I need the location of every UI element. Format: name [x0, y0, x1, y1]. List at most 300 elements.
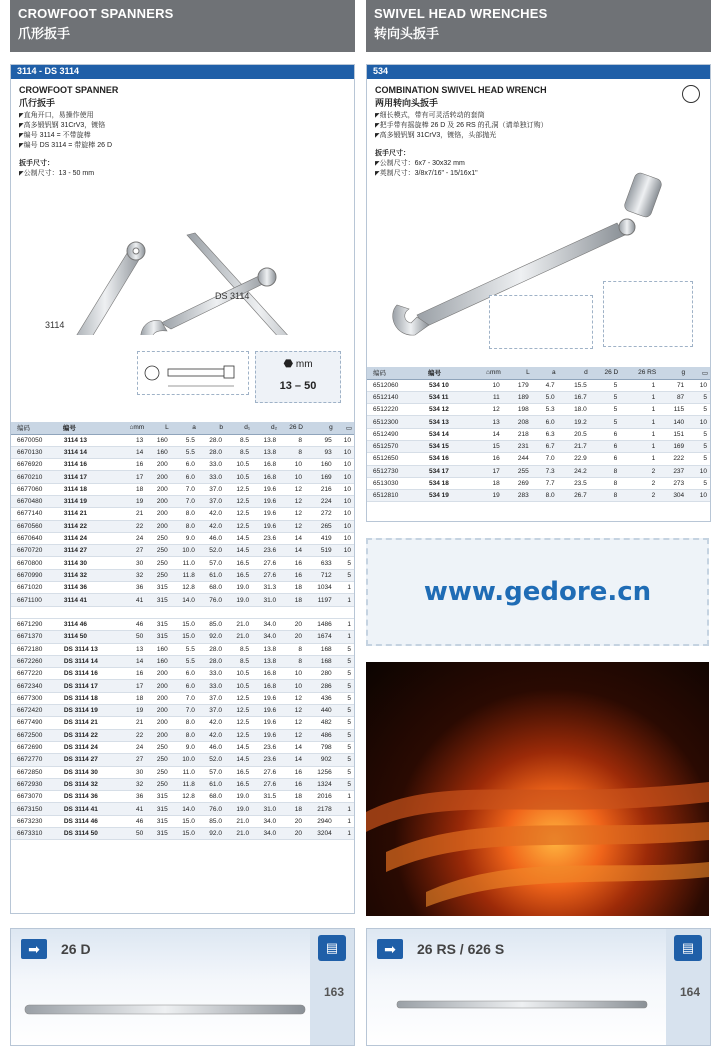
table-cell: 16.8: [252, 459, 279, 471]
table-cell: 27: [119, 545, 146, 557]
table-cell: 16: [279, 557, 305, 569]
right-column: [366, 0, 711, 52]
table-cell: 440: [305, 705, 335, 717]
table-cell: 24: [119, 532, 146, 544]
table-cell: 3114 27: [61, 545, 119, 557]
table-cell: 5.5: [171, 643, 198, 655]
table-cell: 10: [335, 459, 354, 471]
table-cell: 1197: [305, 594, 335, 606]
table-cell: 31.0: [252, 803, 279, 815]
bullet-item: ◤ 高多锻钒钢 31CrV3，镀铬: [19, 121, 346, 131]
table-cell: 42.0: [198, 717, 225, 729]
crowfoot-table: [11, 422, 354, 840]
table-cell: 30: [119, 766, 146, 778]
table-cell: 19.2: [558, 416, 590, 428]
table-cell: 1674: [305, 631, 335, 643]
table-row: [11, 741, 354, 753]
table-cell: 28.0: [198, 643, 225, 655]
xref-26d[interactable]: [10, 928, 355, 1046]
crowfoot-title-cn: 爪行扳手: [19, 98, 56, 108]
table-cell: 5: [590, 391, 621, 403]
table-cell: 6.0: [171, 459, 198, 471]
col-header: 编号: [61, 422, 119, 434]
table-cell: 189: [503, 391, 532, 403]
col-header: 编码: [11, 422, 61, 434]
table-cell: 534 16: [426, 453, 471, 465]
table-cell: 200: [146, 471, 171, 483]
table-cell: 5: [335, 754, 354, 766]
table-cell: DS 3114 27: [61, 754, 119, 766]
bullet-item: ◤ 直角开口，易操作使用: [19, 111, 346, 121]
table-cell: 3114 21: [61, 508, 119, 520]
table-cell: 14: [279, 545, 305, 557]
table-cell: 21: [119, 717, 146, 729]
table-cell: 16.8: [252, 680, 279, 692]
caption-ds3114: DS 3114: [215, 291, 250, 301]
table-row: [11, 717, 354, 729]
table-cell: 482: [305, 717, 335, 729]
crowfoot-spanner-image: [51, 242, 145, 335]
table-cell: 115: [658, 404, 687, 416]
table-cell: 1: [335, 815, 354, 827]
crowfoot-panel: [10, 64, 355, 914]
rod-26rs-image: [387, 985, 677, 1025]
gedore-ad-banner[interactable]: [366, 538, 709, 646]
table-cell: 5.5: [171, 446, 198, 458]
crowfoot-size-range-box: [255, 351, 341, 403]
table-cell: 15.0: [171, 815, 198, 827]
table-cell: 10: [335, 434, 354, 446]
table-cell: 21.0: [225, 618, 252, 630]
table-row: [11, 569, 354, 581]
table-cell: 52.0: [198, 545, 225, 557]
table-cell: 26.7: [558, 490, 590, 502]
table-cell: 8: [279, 643, 305, 655]
table-cell: 3114 22: [61, 520, 119, 532]
table-cell: 5.0: [532, 391, 558, 403]
table-cell: 18: [279, 803, 305, 815]
table-cell: 200: [146, 508, 171, 520]
crowfoot-table-header: [11, 422, 354, 434]
table-cell: 250: [146, 766, 171, 778]
table-cell: 71: [658, 379, 687, 391]
swivel-usage-diagram: [603, 281, 693, 347]
table-cell: 24: [119, 741, 146, 753]
col-header: 编号: [426, 367, 471, 379]
table-cell: 200: [146, 459, 171, 471]
table-cell: 33.0: [198, 459, 225, 471]
table-cell: 16: [279, 569, 305, 581]
table-cell: 6512730: [367, 465, 426, 477]
table-cell: 8: [279, 655, 305, 667]
table-cell: 6512650: [367, 453, 426, 465]
table-cell: 21.7: [558, 440, 590, 452]
table-cell: 21.0: [225, 815, 252, 827]
mm-label: mm: [295, 359, 313, 370]
mm-range: 13 – 50: [279, 380, 317, 392]
table-row: [11, 618, 354, 630]
table-cell: 633: [305, 557, 335, 569]
xref-26d-label: 26 D: [61, 941, 91, 957]
table-cell: 10: [335, 508, 354, 520]
table-cell: 1: [620, 428, 658, 440]
table-cell: 10: [335, 520, 354, 532]
table-cell: 14: [119, 446, 146, 458]
table-cell: 34.0: [252, 815, 279, 827]
table-cell: 19.0: [225, 582, 252, 594]
table-cell: 140: [658, 416, 687, 428]
table-cell: 534 13: [426, 416, 471, 428]
table-cell: 9.0: [171, 532, 198, 544]
table-cell: 6671020: [11, 582, 61, 594]
table-cell: 10: [279, 459, 305, 471]
table-cell: 2: [620, 477, 658, 489]
bullet-item: ◤ 高多锻钒钢 31CrV3，镀铬，头部抛光: [375, 131, 702, 141]
table-cell: 93: [305, 446, 335, 458]
table-cell: DS 3114 50: [61, 828, 119, 840]
table-cell: 5: [335, 680, 354, 692]
table-cell: 3114 24: [61, 532, 119, 544]
table-cell: 37.0: [198, 692, 225, 704]
table-cell: 6512060: [367, 379, 426, 391]
table-cell: 19.6: [252, 729, 279, 741]
table-cell: 27: [119, 754, 146, 766]
xref-26rs[interactable]: [366, 928, 711, 1046]
table-cell: 6.7: [532, 440, 558, 452]
table-cell: 6677140: [11, 508, 61, 520]
table-row: [11, 508, 354, 520]
table-cell: 57.0: [198, 557, 225, 569]
table-cell: 3114 46: [61, 618, 119, 630]
table-cell: 10: [335, 545, 354, 557]
table-cell: 33.0: [198, 471, 225, 483]
table-cell: DS 3114 32: [61, 778, 119, 790]
table-cell: 16: [279, 766, 305, 778]
table-cell: 12: [279, 508, 305, 520]
col-header: 26 D: [590, 367, 621, 379]
hex-icon: ⬣: [283, 358, 294, 370]
table-cell: DS 3114 18: [61, 692, 119, 704]
table-cell: 436: [305, 692, 335, 704]
table-cell: 2178: [305, 803, 335, 815]
table-cell: 42.0: [198, 520, 225, 532]
table-row: [11, 594, 354, 606]
table-cell: 10: [687, 416, 710, 428]
table-cell: 1256: [305, 766, 335, 778]
table-row: [11, 705, 354, 717]
table-cell: 85.0: [198, 618, 225, 630]
table-cell: 18: [279, 582, 305, 594]
table-cell: 32: [119, 569, 146, 581]
table-cell: 24.2: [558, 465, 590, 477]
table-cell: 3204: [305, 828, 335, 840]
table-cell: 11.8: [171, 569, 198, 581]
table-cell: 534 17: [426, 465, 471, 477]
table-cell: 46.0: [198, 532, 225, 544]
table-cell: 250: [146, 557, 171, 569]
table-cell: 19: [471, 490, 503, 502]
arrow-right-icon: ➡: [21, 939, 47, 959]
table-cell: 16.8: [252, 668, 279, 680]
table-cell: 902: [305, 754, 335, 766]
table-cell: 200: [146, 668, 171, 680]
table-cell: 7.0: [171, 495, 198, 507]
table-cell: 12.5: [225, 729, 252, 741]
table-cell: 21: [119, 508, 146, 520]
table-cell: 10: [279, 680, 305, 692]
table-cell: 92.0: [198, 828, 225, 840]
right-section-header: [366, 0, 711, 52]
table-cell: 6672180: [11, 643, 61, 655]
swivel-table-header: [367, 367, 710, 379]
table-cell: 6.3: [532, 428, 558, 440]
table-cell: 6671100: [11, 594, 61, 606]
table-cell: 13: [471, 416, 503, 428]
table-cell: 216: [305, 483, 335, 495]
table-cell: 10: [687, 490, 710, 502]
table-cell: 21.0: [225, 631, 252, 643]
table-row: [11, 815, 354, 827]
table-cell: 50: [119, 828, 146, 840]
table-cell: 12: [279, 495, 305, 507]
table-cell: DS 3114 19: [61, 705, 119, 717]
table-cell: 42.0: [198, 508, 225, 520]
table-cell: 200: [146, 717, 171, 729]
table-cell: 6513030: [367, 477, 426, 489]
table-cell: 3114 32: [61, 569, 119, 581]
table-cell: 50: [119, 631, 146, 643]
table-cell: 8.0: [532, 490, 558, 502]
table-cell: 200: [146, 705, 171, 717]
table-row: [11, 668, 354, 680]
table-cell: 3114 41: [61, 594, 119, 606]
table-cell: 11.0: [171, 557, 198, 569]
table-cell: 16: [119, 668, 146, 680]
table-row: [11, 545, 354, 557]
table-cell: 19.0: [225, 594, 252, 606]
table-row: [11, 643, 354, 655]
table-cell: 13.8: [252, 643, 279, 655]
table-cell: 27.6: [252, 766, 279, 778]
table-cell: 23.6: [252, 532, 279, 544]
table-cell: 19.0: [225, 803, 252, 815]
table-cell: 6512140: [367, 391, 426, 403]
table-cell: 8.0: [171, 508, 198, 520]
table-row: [11, 434, 354, 446]
table-cell: 1: [620, 404, 658, 416]
caption-3114: 3114: [45, 320, 65, 330]
table-row: [367, 379, 710, 391]
table-cell: 8: [590, 465, 621, 477]
table-cell: 12.8: [171, 582, 198, 594]
table-cell: 250: [146, 778, 171, 790]
table-cell: 23.5: [558, 477, 590, 489]
table-cell: 5: [590, 379, 621, 391]
table-cell: 1: [335, 594, 354, 606]
table-cell: 208: [503, 416, 532, 428]
forge-photo-image: [366, 662, 709, 916]
table-cell: 269: [503, 477, 532, 489]
table-cell: 12.5: [225, 483, 252, 495]
table-cell: 6677220: [11, 668, 61, 680]
table-cell: 27.6: [252, 778, 279, 790]
swivel-sizes-label: 扳手尺寸：: [375, 150, 410, 157]
table-cell: 2: [620, 465, 658, 477]
table-cell: 92.0: [198, 631, 225, 643]
table-row: [367, 477, 710, 489]
bullet-item: ◤ 编号 3114 = 不带旋棒: [19, 131, 346, 141]
table-cell: 6512300: [367, 416, 426, 428]
crowfoot-table-wrap: [11, 422, 354, 840]
table-cell: 250: [146, 569, 171, 581]
table-cell: 534 18: [426, 477, 471, 489]
table-cell: 237: [658, 465, 687, 477]
table-cell: 68.0: [198, 582, 225, 594]
table-cell: 250: [146, 532, 171, 544]
table-cell: 419: [305, 532, 335, 544]
table-cell: 486: [305, 729, 335, 741]
table-cell: 20: [279, 631, 305, 643]
catalog-book-icon: ▤: [318, 935, 346, 961]
table-cell: 10.0: [171, 754, 198, 766]
table-cell: 5: [590, 404, 621, 416]
col-header: g: [305, 422, 335, 434]
table-cell: 11.0: [171, 766, 198, 778]
table-cell: 18: [279, 594, 305, 606]
table-cell: 534 14: [426, 428, 471, 440]
table-cell: 12: [279, 729, 305, 741]
table-cell: 6: [590, 428, 621, 440]
col-header: ▭: [335, 422, 354, 434]
table-cell: 8.0: [171, 520, 198, 532]
table-cell: 1486: [305, 618, 335, 630]
table-cell: 6670050: [11, 434, 61, 446]
crowfoot-sizes: ◤ 公制尺寸：13 - 50 mm: [11, 168, 354, 180]
table-cell: 22.9: [558, 453, 590, 465]
table-cell: 13.8: [252, 655, 279, 667]
table-cell: 168: [305, 655, 335, 667]
left-section-title-cn: 爪形扳手: [18, 26, 71, 41]
swivel-dimension-diagram: [489, 295, 593, 349]
table-cell: 8.5: [225, 446, 252, 458]
col-header: ▭: [687, 367, 710, 379]
arrow-right-icon: ➡: [377, 939, 403, 959]
table-cell: DS 3114 24: [61, 741, 119, 753]
table-cell: 6672690: [11, 741, 61, 753]
table-cell: 85.0: [198, 815, 225, 827]
table-row: [11, 557, 354, 569]
table-cell: 7.0: [171, 705, 198, 717]
table-cell: 20: [279, 828, 305, 840]
table-cell: 1034: [305, 582, 335, 594]
table-cell: 57.0: [198, 766, 225, 778]
table-cell: 15.0: [171, 828, 198, 840]
table-cell: 6670800: [11, 557, 61, 569]
table-cell: 1: [335, 631, 354, 643]
table-cell: 31.0: [252, 594, 279, 606]
table-cell: 224: [305, 495, 335, 507]
table-cell: 6673150: [11, 803, 61, 815]
table-cell: 5: [335, 569, 354, 581]
table-cell: 1: [620, 440, 658, 452]
col-header: L: [503, 367, 532, 379]
table-cell: 17: [471, 465, 503, 477]
table-cell: 14: [279, 754, 305, 766]
table-cell: 8.5: [225, 643, 252, 655]
table-cell: 1: [335, 828, 354, 840]
table-cell: DS 3114 46: [61, 815, 119, 827]
table-cell: 315: [146, 594, 171, 606]
table-cell: 76.0: [198, 594, 225, 606]
table-row: [367, 440, 710, 452]
crowfoot-sizes-label: 扳手尺寸：: [19, 160, 54, 167]
table-cell: 5: [335, 778, 354, 790]
table-cell: 46: [119, 815, 146, 827]
table-cell: 10: [687, 465, 710, 477]
table-cell: 19.6: [252, 692, 279, 704]
table-cell: 534 10: [426, 379, 471, 391]
left-section-title: CROWFOOT SPANNERS: [18, 6, 174, 21]
table-cell: 21.0: [225, 828, 252, 840]
xref-26rs-page: 164: [679, 985, 700, 999]
table-cell: 6671370: [11, 631, 61, 643]
table-cell: DS 3114 22: [61, 729, 119, 741]
table-cell: 3114 30: [61, 557, 119, 569]
table-cell: 10: [335, 532, 354, 544]
table-cell: 20: [279, 618, 305, 630]
table-cell: 6672850: [11, 766, 61, 778]
col-header: ⌂mm: [471, 367, 503, 379]
table-cell: 13: [119, 643, 146, 655]
table-cell: 315: [146, 803, 171, 815]
table-cell: 23.6: [252, 741, 279, 753]
table-cell: 255: [503, 465, 532, 477]
table-cell: 33.0: [198, 680, 225, 692]
table-cell: 37.0: [198, 705, 225, 717]
table-cell: 28.0: [198, 434, 225, 446]
table-cell: 12.5: [225, 705, 252, 717]
table-cell: 20.5: [558, 428, 590, 440]
table-cell: 14.0: [171, 594, 198, 606]
table-cell: 16.8: [252, 471, 279, 483]
table-cell: 160: [146, 655, 171, 667]
table-cell: 3114 50: [61, 631, 119, 643]
table-cell: 14: [279, 741, 305, 753]
table-cell: 10: [335, 483, 354, 495]
table-cell: 5: [335, 668, 354, 680]
table-cell: 23.6: [252, 545, 279, 557]
table-cell: 1: [335, 618, 354, 630]
table-cell: 283: [503, 490, 532, 502]
table-cell: 13.8: [252, 446, 279, 458]
table-cell: 36: [119, 582, 146, 594]
table-cell: 1: [620, 379, 658, 391]
table-cell: 10.0: [171, 545, 198, 557]
table-cell: 37.0: [198, 483, 225, 495]
table-cell: 8: [279, 434, 305, 446]
table-cell: 6512810: [367, 490, 426, 502]
table-cell: 5: [687, 440, 710, 452]
table-cell: 10.5: [225, 459, 252, 471]
table-cell: 18: [279, 791, 305, 803]
table-cell: 10: [279, 668, 305, 680]
table-cell: 534 12: [426, 404, 471, 416]
table-cell: 6677490: [11, 717, 61, 729]
table-cell: 14.5: [225, 754, 252, 766]
crowfoot-illustration: [11, 175, 354, 335]
table-cell: 3114 16: [61, 459, 119, 471]
gedore-url[interactable]: www.gedore.cn: [423, 577, 652, 607]
